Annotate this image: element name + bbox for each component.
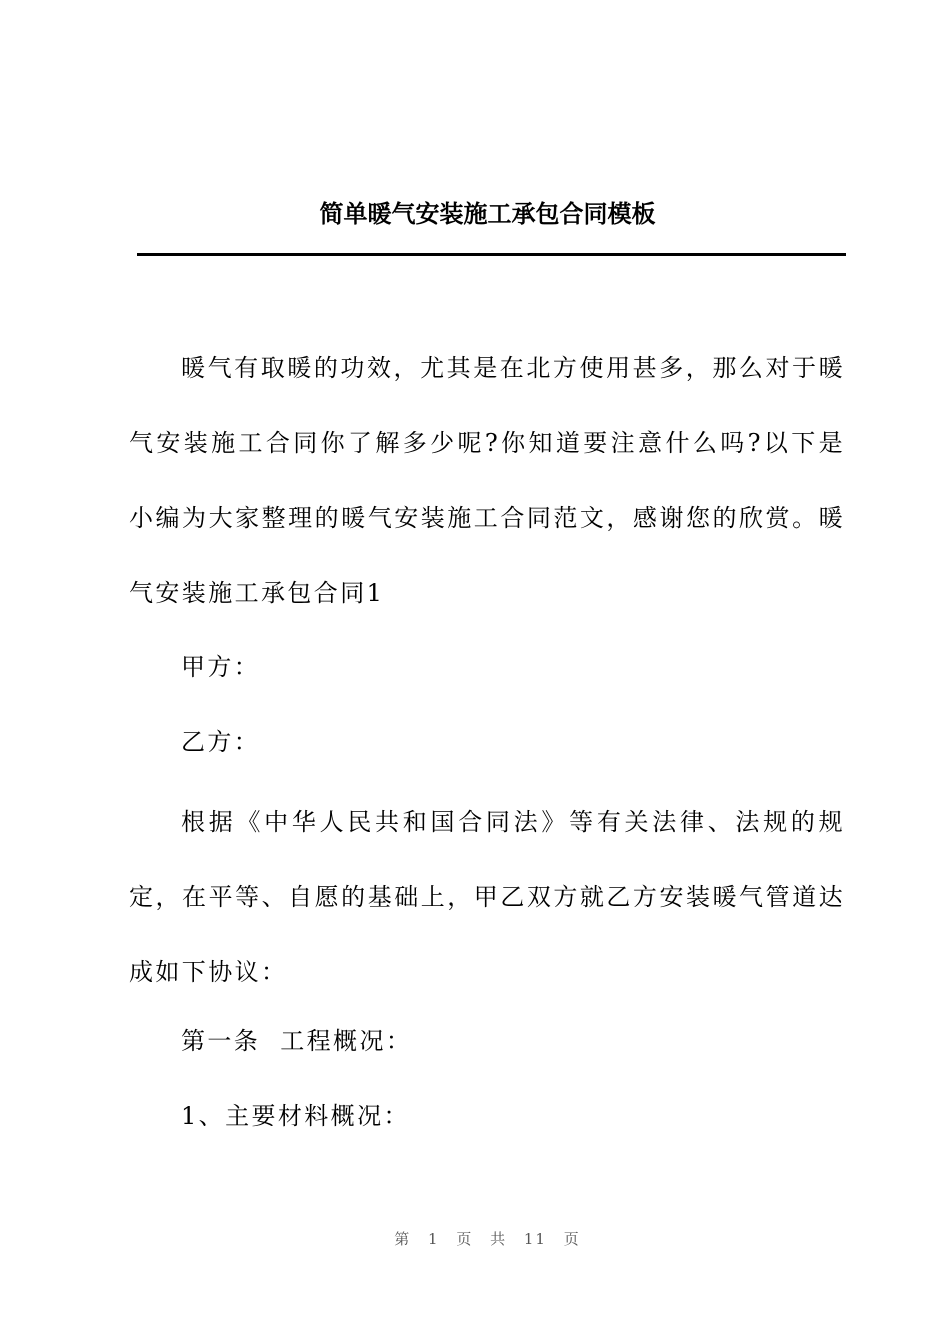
party-b-label: 乙方：	[181, 728, 261, 756]
intro-text: 暖气有取暖的功效，尤其是在北方使用甚多，那么对于暖气安装施工合同你了解多少呢?你知道要注意什么吗?以下是小编为大家整理的暖气安装施工合同范文，感谢您的欣赏。暖气安装施工承包合同1	[129, 354, 845, 607]
item-1-heading: 1、主要材料概况：	[181, 1102, 410, 1130]
article-1-heading: 第一条 工程概况：	[181, 1027, 413, 1055]
page-number-footer: 第 1 页 共 11 页	[394, 1230, 581, 1248]
law-basis-paragraph	[129, 785, 845, 1010]
document-title: 简单暖气安装施工承包合同模板	[319, 199, 656, 228]
intro-paragraph	[129, 331, 845, 631]
party-a-label: 甲方：	[181, 653, 261, 681]
law-basis-text: 根据《中华人民共和国合同法》等有关法律、法规的规定，在平等、自愿的基础上，甲乙双方就乙方安装暖气管道达成如下协议：	[129, 808, 845, 986]
title-underline	[137, 253, 846, 256]
